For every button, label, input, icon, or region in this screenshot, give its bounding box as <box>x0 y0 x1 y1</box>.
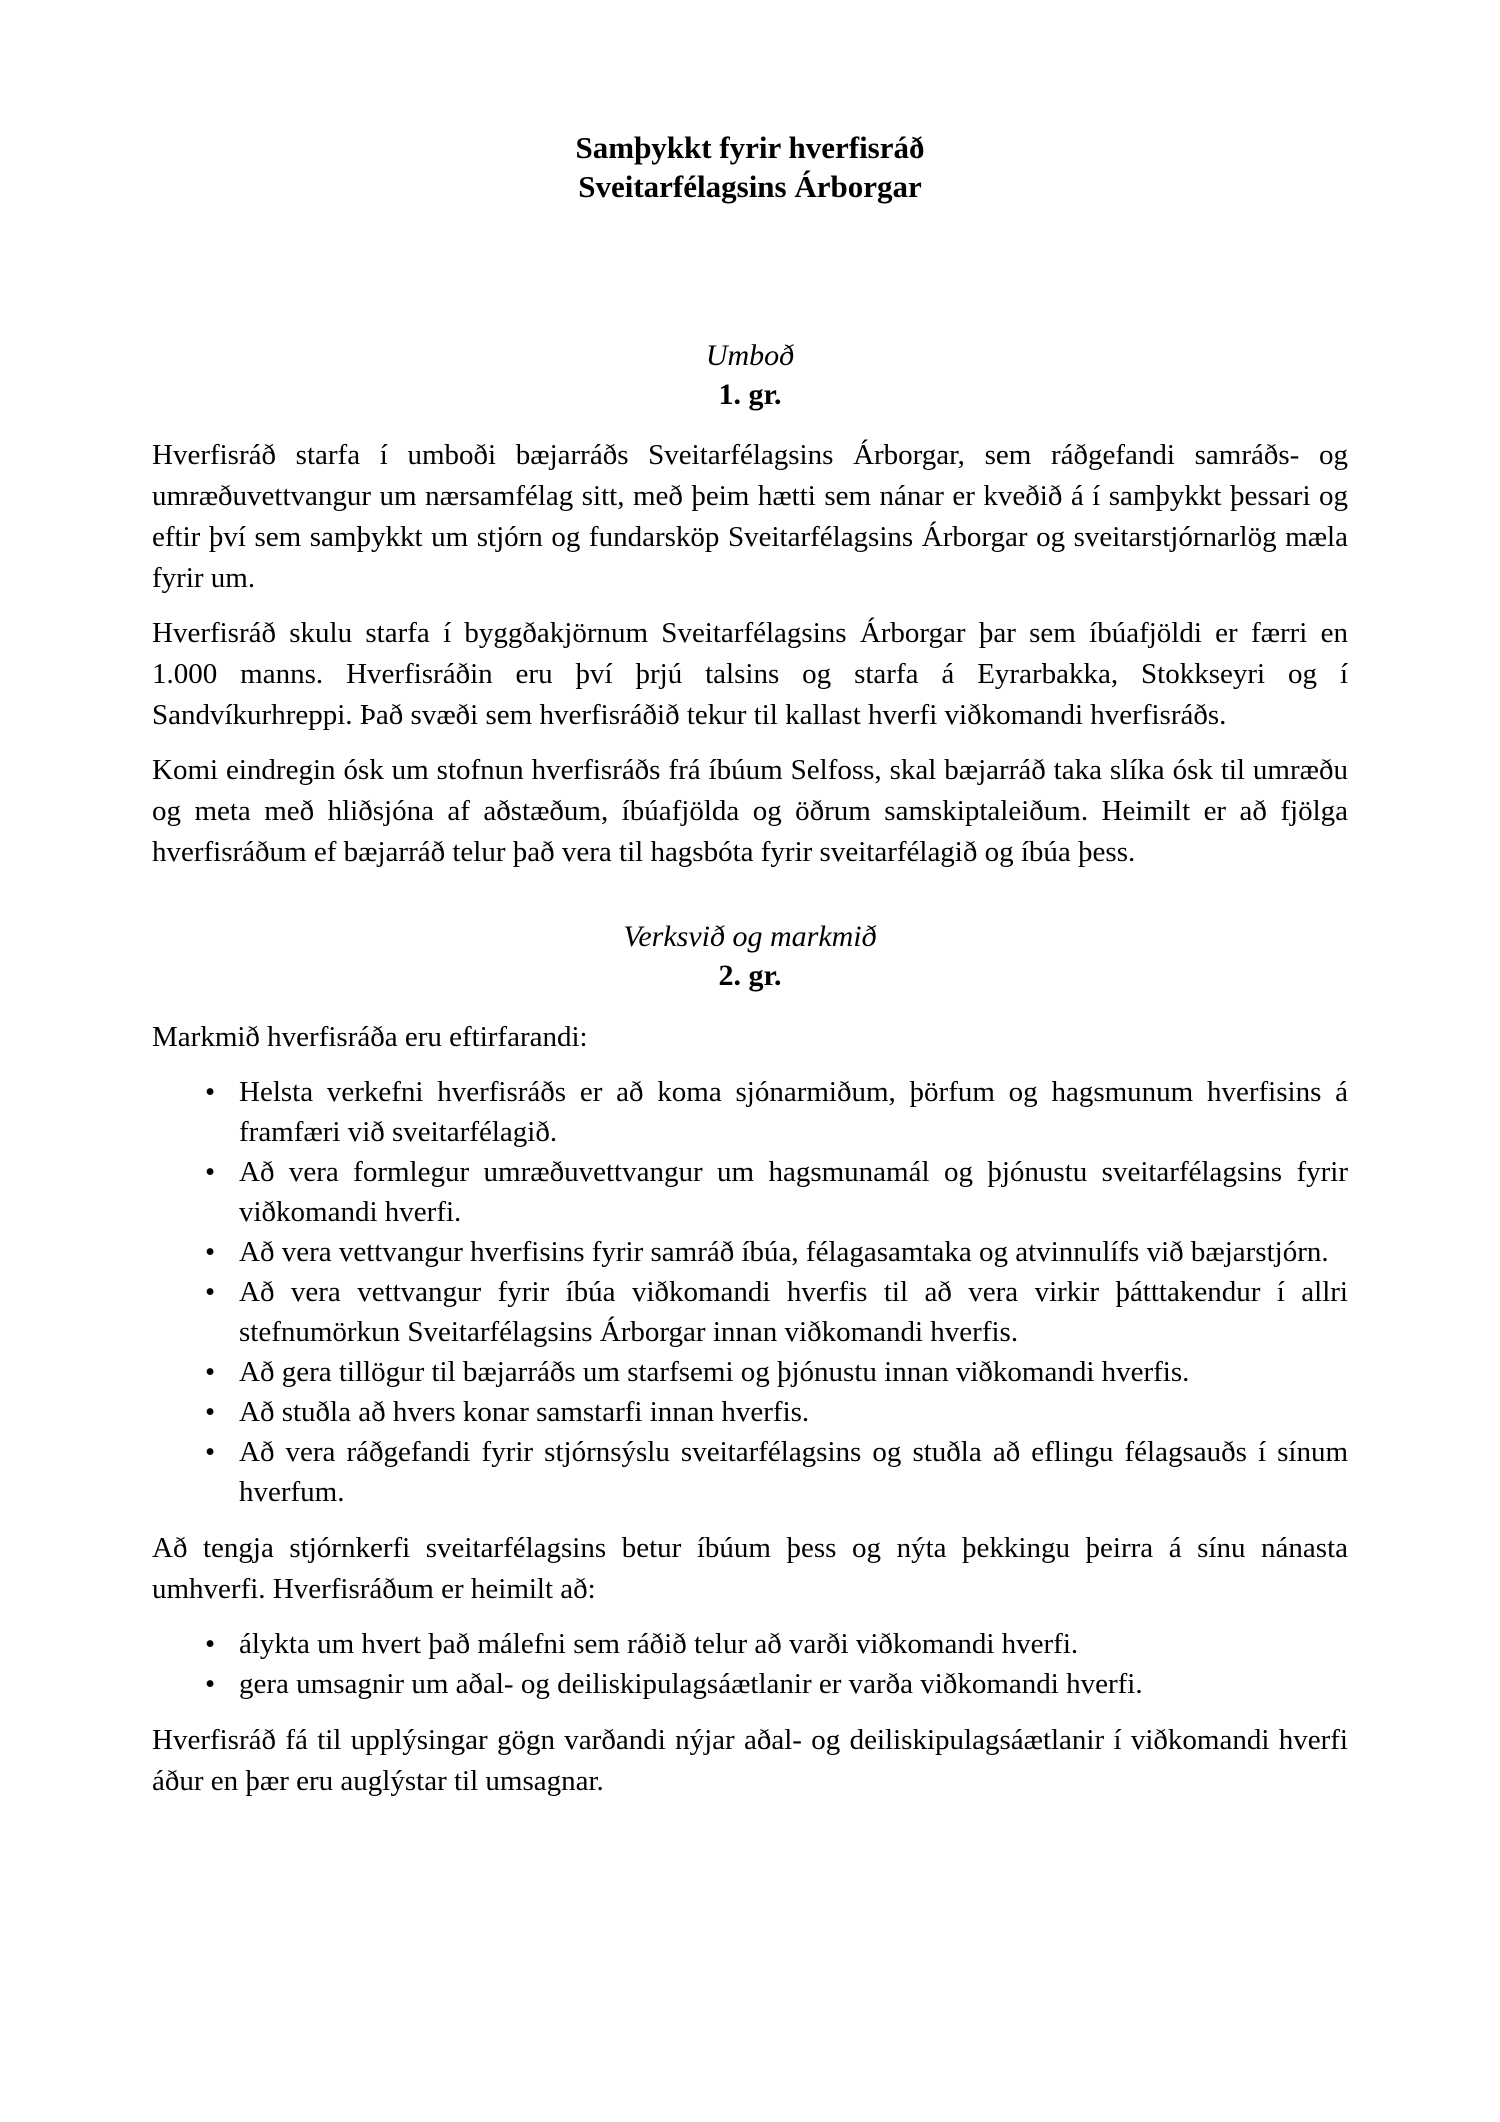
list-item: • Að vera vettvangur fyrir íbúa viðkomandi hverfis til að vera virkir þátttakendur í allri stefnumörkun Sveitarfélagsins Árborgar innan viðkomandi hverfis. <box>239 1272 1348 1352</box>
list-item: • gera umsagnir um aðal- og deiliskipulagsáætlanir er varða viðkomandi hverfi. <box>239 1664 1348 1704</box>
document-title <box>152 0 1348 206</box>
bridge-paragraph: Að tengja stjórnkerfi sveitarfélagsins betur íbúum þess og nýta þekkingu þeirra á sínu nánasta umhverfi. Hverfisráðum er heimilt að: <box>152 1532 1348 1605</box>
list-item: • Að vera vettvangur hverfisins fyrir samráð íbúa, félagasamtaka og atvinnulífs við bæjarstjórn. <box>239 1232 1348 1272</box>
paragraph: Hverfisráð skulu starfa í byggðakjörnum Sveitarfélagsins Árborgar þar sem íbúafjöldi er færri en 1.000 manns. Hverfisráðin eru því þrjú talsins og starfa á Eyrarbakka, Stokkseyri og í Sandvíkurhreppi. Það svæði sem hverfisráðið tekur til kallast hverfi viðkomandi hverfisráðs. <box>152 617 1348 731</box>
title-line-2: Sveitarfélagsins Árborgar <box>578 169 922 204</box>
section1-heading: Umboð <box>705 339 795 372</box>
paragraph: Komi eindregin ósk um stofnun hverfisráðs frá íbúum Selfoss, skal bæjarráð taka slíka ósk til umræðu og meta með hliðsjóna af aðstæðum, íbúafjölda og öðrum samskiptaleiðum. Heimilt er að fjölga hverfisráðum ef bæjarráð telur það vera til hagsbóta fyrir sveitarfélagið og íbúa þess. <box>152 754 1348 868</box>
list-item: • Helsta verkefni hverfisráðs er að koma sjónarmiðum, þörfum og hagsmunum hverfisins á framfæri við sveitarfélagið. <box>239 1072 1348 1152</box>
section1-article-number: 1. gr. <box>718 378 782 411</box>
section1-heading-block <box>152 336 1348 414</box>
paragraph: Hverfisráð starfa í umboði bæjarráðs Sveitarfélagsins Árborgar, sem ráðgefandi samráðs- og umræðuvettvangur um nærsamfélag sitt, með þeim hætti sem nánar er kveðið á í samþykkt þessari og eftir því sem samþykkt um stjórn og fundarsköp Sveitarfélagsins Árborgar og sveitarstjórnarlög mæla fyrir um. <box>152 439 1348 594</box>
section2-heading: Verksvið og markmið <box>623 920 877 953</box>
closing-paragraph: Hverfisráð fá til upplýsingar gögn varðandi nýjar aðal- og deiliskipulagsáætlanir í viðkomandi hverfi áður en þær eru auglýstar til umsagnar. <box>152 1724 1348 1797</box>
permissions-list <box>152 1624 1348 1704</box>
goals-intro: Markmið hverfisráða eru eftirfarandi: <box>152 1021 588 1053</box>
title-line-1: Samþykkt fyrir hverfisráð <box>575 130 925 165</box>
list-item: • Að stuðla að hvers konar samstarfi innan hverfis. <box>239 1392 1348 1432</box>
goals-list <box>152 1072 1348 1512</box>
list-item: • Að gera tillögur til bæjarráðs um starfsemi og þjónustu innan viðkomandi hverfis. <box>239 1352 1348 1392</box>
list-item: • álykta um hvert það málefni sem ráðið telur að varði viðkomandi hverfi. <box>239 1624 1348 1664</box>
section2-heading-block <box>152 917 1348 995</box>
list-item: • Að vera ráðgefandi fyrir stjórnsýslu sveitarfélagsins og stuðla að eflingu félagsauðs í sínum hverfum. <box>239 1432 1348 1512</box>
list-item: • Að vera formlegur umræðuvettvangur um hagsmunamál og þjónustu sveitarfélagsins fyrir viðkomandi hverfi. <box>239 1152 1348 1232</box>
section2-article-number: 2. gr. <box>718 959 782 992</box>
